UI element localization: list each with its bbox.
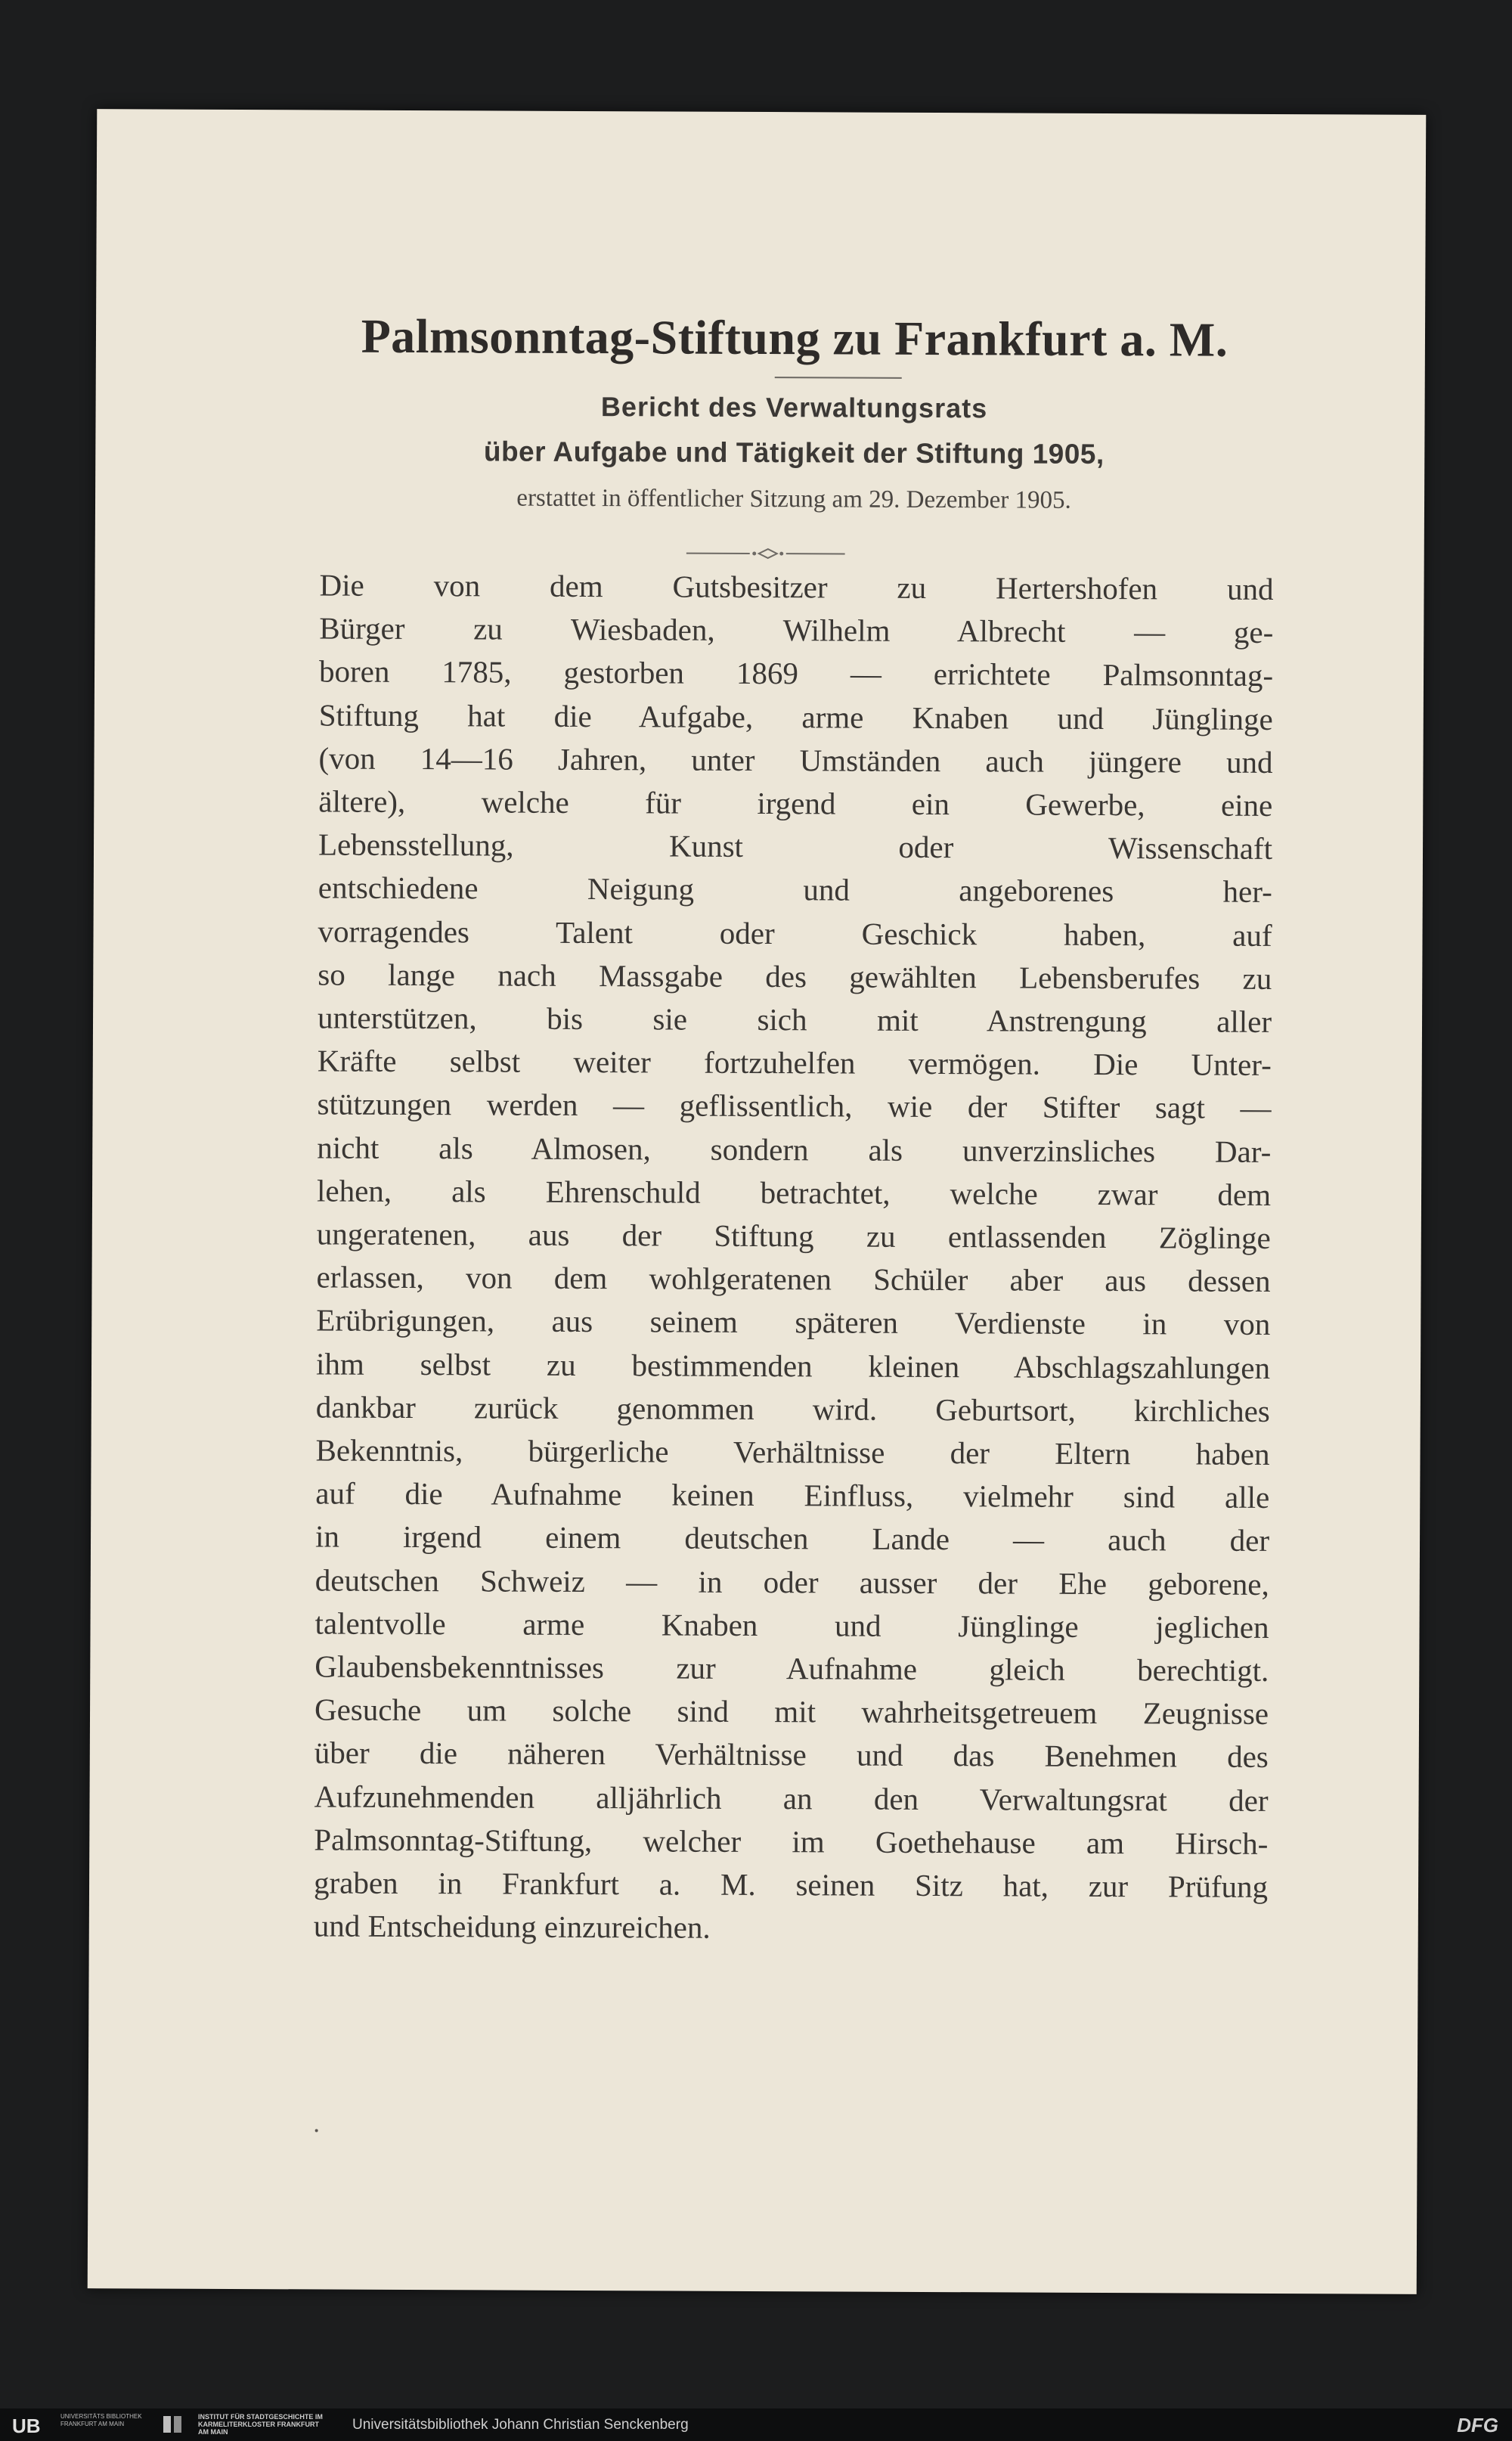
body-line: Kräfte selbst weiter fortzuhelfen vermögen. Die Unter- <box>317 1043 1272 1083</box>
footer-bar <box>0 2408 1512 2441</box>
body-line: unterstützen, bis sie sich mit Anstrengung aller <box>317 1000 1272 1040</box>
body-line: Erübrigungen, aus seinem späteren Verdienste in von <box>316 1302 1271 1342</box>
body-line: Bürger zu Wiesbaden, Wilhelm Albrecht — ge- <box>319 610 1274 650</box>
ub-logo: UB <box>12 2415 41 2437</box>
body-line: Gesuche um solche sind mit wahrheitsgetreuem Zeugnisse <box>314 1692 1269 1732</box>
body-line: dankbar zurück genommen wird. Geburtsort, kirchliches <box>315 1389 1270 1428</box>
body-line: deutschen Schweiz — in oder ausser der Ehe geborene, <box>314 1562 1269 1602</box>
body-line: erlassen, von dem wohlgeratenen Schüler aber aus dessen <box>316 1259 1271 1299</box>
institute-logo-icon <box>160 2413 191 2436</box>
title-divider <box>775 377 902 379</box>
dfg-logo: DFG <box>1457 2414 1498 2436</box>
body-line: boren 1785, gestorben 1869 — errichtete Palmsonntag- <box>318 653 1274 693</box>
body-line: so lange nach Massgabe des gewählten Lebensberufes zu <box>318 957 1272 996</box>
body-line: talentvolle arme Knaben und Jünglinge jeglichen <box>314 1605 1269 1645</box>
report-heading: Bericht des Verwaltungsrats <box>600 391 988 424</box>
body-line: nicht als Almosen, sondern als unverzinsliches Dar- <box>317 1130 1272 1169</box>
body-line: Bekenntnis, bürgerliche Verhältnisse der Eltern haben <box>315 1432 1270 1472</box>
body-line: (von 14—16 Jahren, unter Umständen auch jüngere und <box>318 740 1273 780</box>
body-line: in irgend einem deutschen Lande — auch der <box>314 1518 1270 1559</box>
body-line: und Entscheidung einzureichen. <box>313 1908 711 1946</box>
body-line: ältere), welche für irgend ein Gewerbe, eine <box>318 783 1273 823</box>
body-line: Glaubensbekenntnisses zur Aufnahme gleich berechtigt. <box>314 1649 1269 1689</box>
report-subheading: über Aufgabe und Tätigkeit der Stiftung 1905, <box>483 436 1105 470</box>
body-line: entschiedene Neigung und angeborenes her- <box>318 870 1272 910</box>
body-line: stützungen werden — geflissentlich, wie der Stifter sagt — <box>317 1086 1272 1126</box>
body-line: ihm selbst zu bestimmenden kleinen Abschlagszahlungen <box>315 1346 1271 1385</box>
body-line: graben in Frankfurt a. M. seinen Sitz hat, zur Prüfung <box>313 1865 1269 1905</box>
body-line: ungeratenen, aus der Stiftung zu entlassenden Zöglinge <box>316 1216 1271 1256</box>
body-line: Aufzunehmenden alljährlich an den Verwaltungsrat der <box>314 1779 1269 1818</box>
body-line: Die von dem Gutsbesitzer zu Hertershofen und <box>319 567 1274 606</box>
body-line: Stiftung hat die Aufgabe, arme Knaben und Jünglinge <box>318 697 1273 737</box>
page-speck <box>315 2129 318 2132</box>
document-page <box>88 109 1427 2294</box>
body-line: lehen, als Ehrenschuld betrachtet, welche zwar dem <box>316 1173 1272 1212</box>
library-name: Universitätsbibliothek Johann Christian Senckenberg <box>352 2417 689 2433</box>
body-line: über die näheren Verhältnisse und das Benehmen des <box>314 1735 1269 1775</box>
ornament-divider-icon <box>686 546 845 562</box>
body-line: Palmsonntag-Stiftung, welcher im Goethehause am Hirsch- <box>314 1822 1269 1861</box>
body-line: Lebensstellung, Kunst oder Wissenschaft <box>318 827 1273 867</box>
body-line: auf die Aufnahme keinen Einfluss, vielmehr sind alle <box>315 1475 1270 1515</box>
report-date-line: erstattet in öffentlicher Sitzung am 29. Dezember 1905. <box>516 484 1071 514</box>
institute-logo-text: INSTITUT FÜR STADTGESCHICHTE IM KARMELITERKLOSTER FRANKFURT AM MAIN <box>198 2413 323 2436</box>
body-line: vorragendes Talent oder Geschick haben, auf <box>318 913 1272 953</box>
document-title: Palmsonntag-Stiftung zu Frankfurt a. M. <box>361 309 1228 367</box>
body-paragraph <box>314 563 1274 1952</box>
ub-logo-text: UNIVERSITÄTS BIBLIOTHEK FRANKFURT AM MAIN <box>60 2413 142 2427</box>
